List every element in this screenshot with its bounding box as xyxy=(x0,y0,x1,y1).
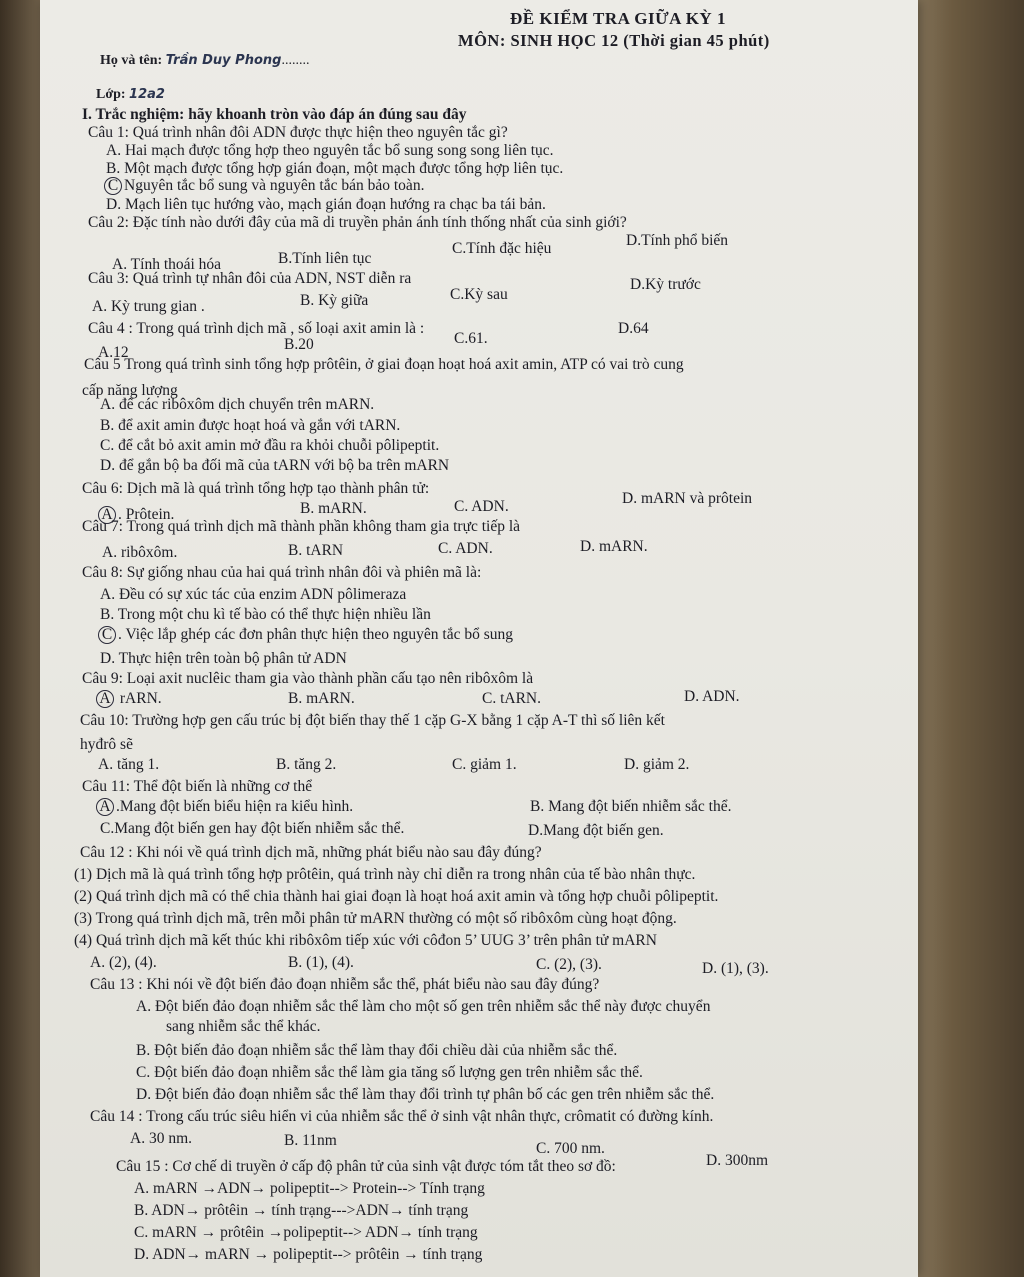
q7-option-d[interactable]: D. mARN. xyxy=(580,538,648,555)
q14-option-c[interactable]: C. 700 nm. xyxy=(536,1140,605,1157)
q13-option-d[interactable]: D. Đột biến đảo đoạn nhiễm sắc thể làm thay đổi trình tự phân bố các gen trên nhiễm sắc thể. xyxy=(136,1086,715,1103)
q9-option-c[interactable]: C. tARN. xyxy=(482,690,541,707)
q5-option-c[interactable]: C. để cắt bỏ axit amin mở đầu ra khỏi chuỗi pôlipeptit. xyxy=(100,437,440,454)
q13-option-a-cont: sang nhiễm sắc thể khác. xyxy=(166,1018,321,1035)
q13-stem: Câu 13 : Khi nói về đột biến đảo đoạn nhiễm sắc thể, phát biểu nào sau đây đúng? xyxy=(90,976,600,993)
answer-circle: C xyxy=(104,177,122,195)
q7-option-b[interactable]: B. tARN xyxy=(288,542,344,559)
q15-option-b[interactable]: B. ADN→ prôtêin → tính trạng--->ADN→ tính trạng xyxy=(134,1202,469,1219)
q14-option-d[interactable]: D. 300nm xyxy=(706,1152,768,1169)
q1-option-d[interactable]: D. Mạch liên tục hướng vào, mạch gián đoạn hướng ra chạc ba tái bản. xyxy=(106,196,546,213)
q5-option-d[interactable]: D. để gắn bộ ba đối mã của tARN với bộ ba trên mARN xyxy=(100,457,450,474)
q8-option-c[interactable] xyxy=(98,626,513,644)
q9-stem: Câu 9: Loại axit nuclêic tham gia vào thành phần cấu tạo nên ribôxôm là xyxy=(82,670,534,687)
q12-statement-1: (1) Dịch mã là quá trình tổng hợp prôtêin, quá trình này chỉ diễn ra trong nhân của tế bào nhân thực. xyxy=(74,866,696,883)
q12-option-d[interactable]: D. (1), (3). xyxy=(702,960,769,977)
student-name-row: Họ và tên: Trần Duy Phong........ xyxy=(100,53,310,68)
q9-option-b[interactable]: B. mARN. xyxy=(288,690,355,707)
q14-option-b[interactable]: B. 11nm xyxy=(284,1132,337,1149)
class-value: 12a2 xyxy=(129,87,165,102)
q2-option-c[interactable]: C.Tính đặc hiệu xyxy=(452,240,552,257)
q15-option-a[interactable]: A. mARN →ADN→ polipeptit--> Protein--> Tính trạng xyxy=(134,1180,485,1197)
q2-option-a[interactable]: A. Tính thoái hóa xyxy=(112,256,222,273)
q12-option-c[interactable]: C. (2), (3). xyxy=(536,956,602,973)
q11-stem: Câu 11: Thể đột biến là những cơ thể xyxy=(82,778,313,795)
answer-circle: A xyxy=(98,506,116,524)
q11-option-a[interactable] xyxy=(96,798,353,816)
q10-stem: Câu 10: Trường hợp gen cấu trúc bị đột biến thay thế 1 cặp G-X bằng 1 cặp A-T thì số liên kết xyxy=(80,712,665,729)
q5-option-a[interactable]: A. để các ribôxôm dịch chuyển trên mARN. xyxy=(100,396,375,413)
name-value: Trần Duy Phong xyxy=(165,53,282,68)
q10-option-b[interactable]: B. tăng 2. xyxy=(276,756,337,773)
q6-option-a-text: . Prôtein. xyxy=(118,506,175,523)
q12-option-a[interactable]: A. (2), (4). xyxy=(90,954,157,971)
q4-option-a[interactable]: A.12 xyxy=(98,344,129,361)
q8-option-c-text: . Việc lắp ghép các đơn phân thực hiện theo nguyên tắc bổ sung xyxy=(118,626,514,643)
q12-stem: Câu 12 : Khi nói về quá trình dịch mã, những phát biểu nào sau đây đúng? xyxy=(80,844,542,861)
q13-option-a[interactable]: A. Đột biến đảo đoạn nhiễm sắc thể làm cho một số gen trên nhiễm sắc thể này được chuyển xyxy=(136,998,711,1015)
exam-subject: MÔN: SINH HỌC 12 (Thời gian 45 phút) xyxy=(458,31,770,50)
answer-circle: C xyxy=(98,626,116,644)
q4-stem: Câu 4 : Trong quá trình dịch mã , số loại axit amin là : xyxy=(88,320,425,337)
q1-option-a[interactable]: A. Hai mạch được tổng hợp theo nguyên tắc bổ sung song song liên tục. xyxy=(106,142,554,159)
q7-option-a[interactable]: A. ribôxôm. xyxy=(102,544,178,561)
q3-option-b[interactable]: B. Kỳ giữa xyxy=(300,292,369,309)
q8-stem: Câu 8: Sự giống nhau của hai quá trình nhân đôi và phiên mã là: xyxy=(82,564,482,581)
q13-option-b[interactable]: B. Đột biến đảo đoạn nhiễm sắc thể làm thay đổi chiều dài của nhiễm sắc thể. xyxy=(136,1042,618,1059)
q10-option-d[interactable]: D. giảm 2. xyxy=(624,756,690,773)
q15-option-c[interactable]: C. mARN → prôtêin →polipeptit--> ADN→ tính trạng xyxy=(134,1224,478,1241)
q10-stem-cont: hyđrô sẽ xyxy=(80,736,133,753)
q4-option-b[interactable]: B.20 xyxy=(284,336,314,353)
q4-option-d[interactable]: D.64 xyxy=(618,320,649,337)
q9-option-a[interactable] xyxy=(96,690,162,708)
q12-statement-4: (4) Quá trình dịch mã kết thúc khi ribôxôm tiếp xúc với côđon 5’ UUG 3’ trên phân tử mARN xyxy=(74,932,657,949)
q8-option-b[interactable]: B. Trong một chu kì tế bào có thể thực hiện nhiều lần xyxy=(100,606,431,623)
q7-option-c[interactable]: C. ADN. xyxy=(438,540,493,557)
background-right xyxy=(906,0,1024,1277)
q5-option-b[interactable]: B. để axit amin được hoạt hoá và gắn với tARN. xyxy=(100,417,401,434)
q12-option-b[interactable]: B. (1), (4). xyxy=(288,954,354,971)
answer-circle: A xyxy=(96,798,114,816)
q3-option-a[interactable]: A. Kỳ trung gian . xyxy=(92,298,205,315)
q2-option-b[interactable]: B.Tính liên tục xyxy=(278,250,372,267)
class-row xyxy=(96,86,165,104)
q7-stem: Câu 7: Trong quá trình dịch mã thành phần không tham gia trực tiếp là xyxy=(82,518,521,535)
q6-option-b[interactable]: B. mARN. xyxy=(300,500,367,517)
q11-option-a-text: .Mang đột biến biểu hiện ra kiểu hình. xyxy=(116,798,354,815)
q9-option-a-text: rARN. xyxy=(116,690,162,707)
q4-option-c[interactable]: C.61. xyxy=(454,330,488,347)
name-label: Họ và tên: xyxy=(100,53,166,68)
class-label: Lớp: xyxy=(96,87,130,102)
q6-option-c[interactable]: C. ADN. xyxy=(454,498,509,515)
q10-option-c[interactable]: C. giảm 1. xyxy=(452,756,517,773)
q14-option-a[interactable]: A. 30 nm. xyxy=(130,1130,192,1147)
q6-stem: Câu 6: Dịch mã là quá trình tổng hợp tạo thành phân tử: xyxy=(82,480,430,497)
q13-option-c[interactable]: C. Đột biến đảo đoạn nhiễm sắc thể làm gia tăng số lượng gen trên nhiễm sắc thể. xyxy=(136,1064,643,1081)
exam-title: ĐỀ KIỂM TRA GIỮA KỲ 1 xyxy=(510,9,726,28)
q2-option-d[interactable]: D.Tính phổ biến xyxy=(626,232,729,249)
q8-option-a[interactable]: A. Đều có sự xúc tác của enzim ADN pôlimeraza xyxy=(100,586,407,603)
q10-option-a[interactable]: A. tăng 1. xyxy=(98,756,160,773)
q3-option-c[interactable]: C.Kỳ sau xyxy=(450,286,508,303)
q11-option-d[interactable]: D.Mang đột biến gen. xyxy=(528,822,664,839)
q1-option-c[interactable] xyxy=(104,177,424,195)
q5-stem: Câu 5 Trong quá trình sinh tổng hợp prôtêin, ở giai đoạn hoạt hoá axit amin, ATP có vai trò cung xyxy=(84,356,684,373)
q3-stem: Câu 3: Quá trình tự nhân đôi của ADN, NST diễn ra xyxy=(88,270,412,287)
q3-option-d[interactable]: D.Kỳ trước xyxy=(630,276,701,293)
q15-stem: Câu 15 : Cơ chế di truyền ở cấp độ phân tử của sinh vật được tóm tắt theo sơ đồ: xyxy=(116,1158,616,1175)
q6-option-d[interactable]: D. mARN và prôtein xyxy=(622,490,753,507)
q2-stem: Câu 2: Đặc tính nào dưới đây của mã di truyền phản ánh tính thống nhất của sinh giới? xyxy=(88,214,627,231)
exam-paper xyxy=(40,0,918,1277)
q12-statement-2: (2) Quá trình dịch mã có thể chia thành hai giai đoạn là hoạt hoá axit amin và tổng hợp chuỗi pôlipeptit. xyxy=(74,888,719,905)
answer-circle: A xyxy=(96,690,114,708)
q12-statement-3: (3) Trong quá trình dịch mã, trên mỗi phân tử mARN thường có một số ribôxôm cùng hoạt động. xyxy=(74,910,677,927)
q9-option-d[interactable]: D. ADN. xyxy=(684,688,740,705)
q8-option-d[interactable]: D. Thực hiện trên toàn bộ phân tử ADN xyxy=(100,650,347,667)
q11-option-c[interactable]: C.Mang đột biến gen hay đột biến nhiễm sắc thể. xyxy=(100,820,405,837)
section-heading: I. Trắc nghiệm: hãy khoanh tròn vào đáp án đúng sau đây xyxy=(82,106,467,123)
q1-option-b[interactable]: B. Một mạch được tổng hợp gián đoạn, một mạch được tổng hợp liên tục. xyxy=(106,160,564,177)
q14-stem: Câu 14 : Trong cấu trúc siêu hiển vi của nhiễm sắc thể ở sinh vật nhân thực, crômatit có đường kính. xyxy=(90,1108,714,1125)
q1-option-c-text: Nguyên tắc bổ sung và nguyên tắc bán bảo toàn. xyxy=(124,177,425,194)
q5-stem-cont: cấp năng lượng xyxy=(82,382,178,399)
q15-option-d[interactable]: D. ADN→ mARN → polipeptit--> prôtêin → tính trạng xyxy=(134,1246,483,1263)
q11-option-b[interactable]: B. Mang đột biến nhiễm sắc thể. xyxy=(530,798,732,815)
q1-stem: Câu 1: Quá trình nhân đôi ADN được thực hiện theo nguyên tắc gì? xyxy=(88,124,508,141)
